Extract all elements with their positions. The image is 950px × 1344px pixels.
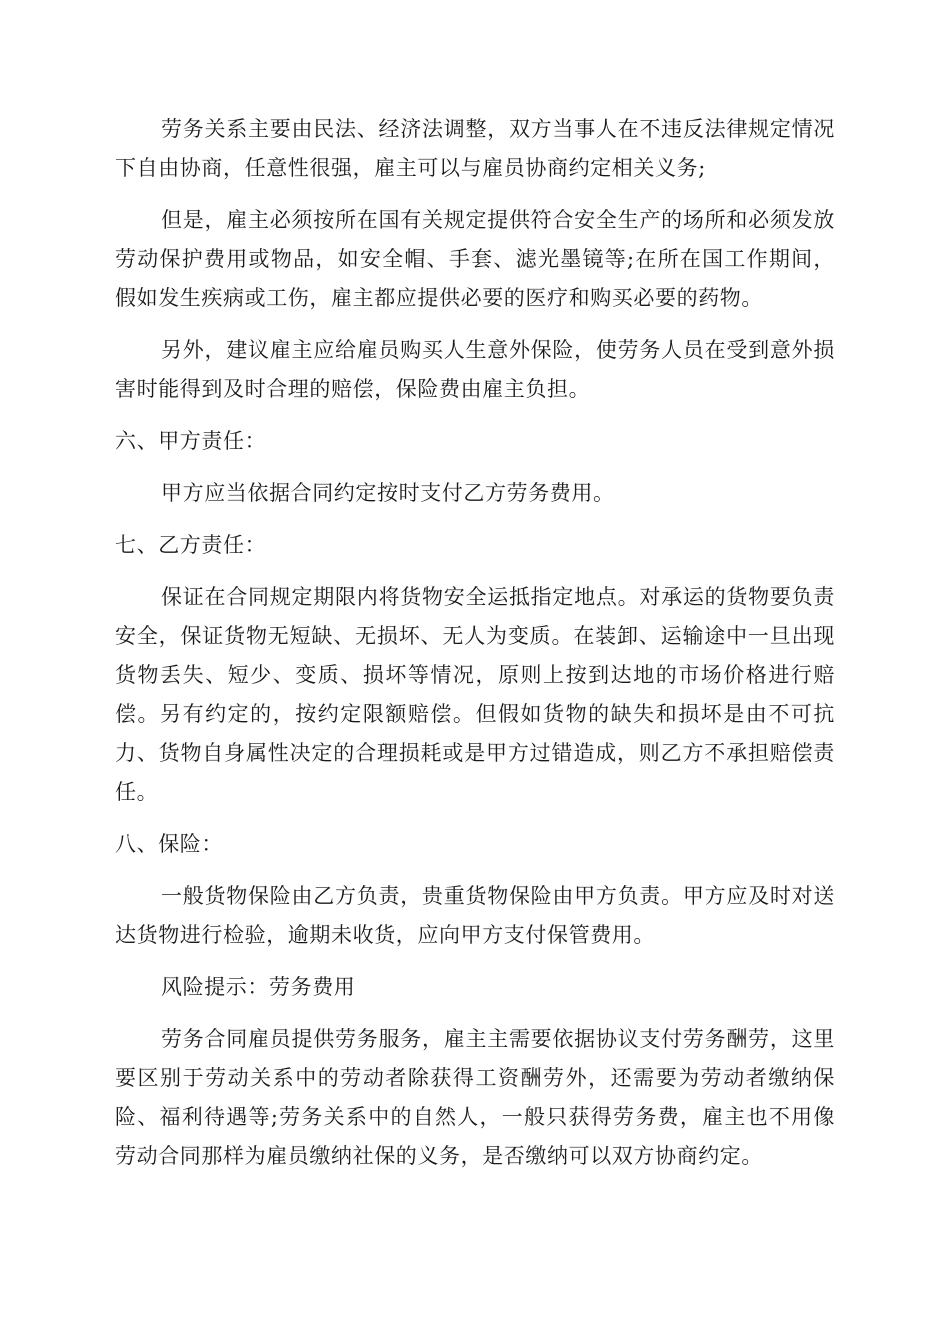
paragraph-party-b-duty: 保证在合同规定期限内将货物安全运抵指定地点。对承运的货物要负责安全，保证货物无短缺、无损坏、无人为变质。在装卸、运输途中一旦出现货物丢失、短少、变质、损坏等情况，原则上按到达地的市场价格进行赔偿。另有约定的，按约定限额赔偿。但假如货物的缺失和损坏是由不可抗力、货物自身属性决定的合理损耗或是甲方过错造成，则乙方不承担赔偿责任。 (115, 585, 835, 804)
paragraph-party-a-duty: 甲方应当依据合同约定按时支付乙方劳务费用。 (161, 481, 615, 505)
paragraph-labor-fees: 劳务合同雇员提供劳务服务，雇主主需要依据协议支付劳务酬劳，这里要区别于劳动关系中的劳动者除获得工资酬劳外，还需要为劳动者缴纳保险、福利待遇等;劳务关系中的自然人，一般只获得劳务费，雇主也不用像劳动合同那样为雇员缴纳社保的义务，是否缴纳可以双方协商约定。 (115, 1027, 835, 1168)
heading-risk-notice: 风险提示：劳务费用 (161, 975, 356, 999)
document-page (115, 110, 835, 1176)
heading-insurance: 八、保险： (115, 832, 223, 856)
paragraph-insurance-terms: 一般货物保险由乙方负责，贵重货物保险由甲方负责。甲方应及时对送达货物进行检验，逾期未收货，应向甲方支付保管费用。 (115, 884, 835, 947)
heading-party-a-responsibility: 六、甲方责任： (115, 429, 267, 453)
paragraph-employer-obligations: 但是，雇主必须按所在国有关规定提供符合安全生产的场所和必须发放劳动保护费用或物品，如安全帽、手套、滤光墨镜等;在所在国工作期间，假如发生疾病或工伤，雇主都应提供必要的医疗和购买必要的药物。 (115, 208, 835, 310)
heading-party-b-responsibility: 七、乙方责任： (115, 533, 267, 557)
paragraph-insurance-advice: 另外，建议雇主应给雇员购买人生意外保险，使劳务人员在受到意外损害时能得到及时合理的赔偿，保险费由雇主负担。 (115, 338, 835, 401)
paragraph-labor-relations: 劳务关系主要由民法、经济法调整，双方当事人在不违反法律规定情况下自由协商，任意性很强，雇主可以与雇员协商约定相关义务; (115, 117, 835, 180)
